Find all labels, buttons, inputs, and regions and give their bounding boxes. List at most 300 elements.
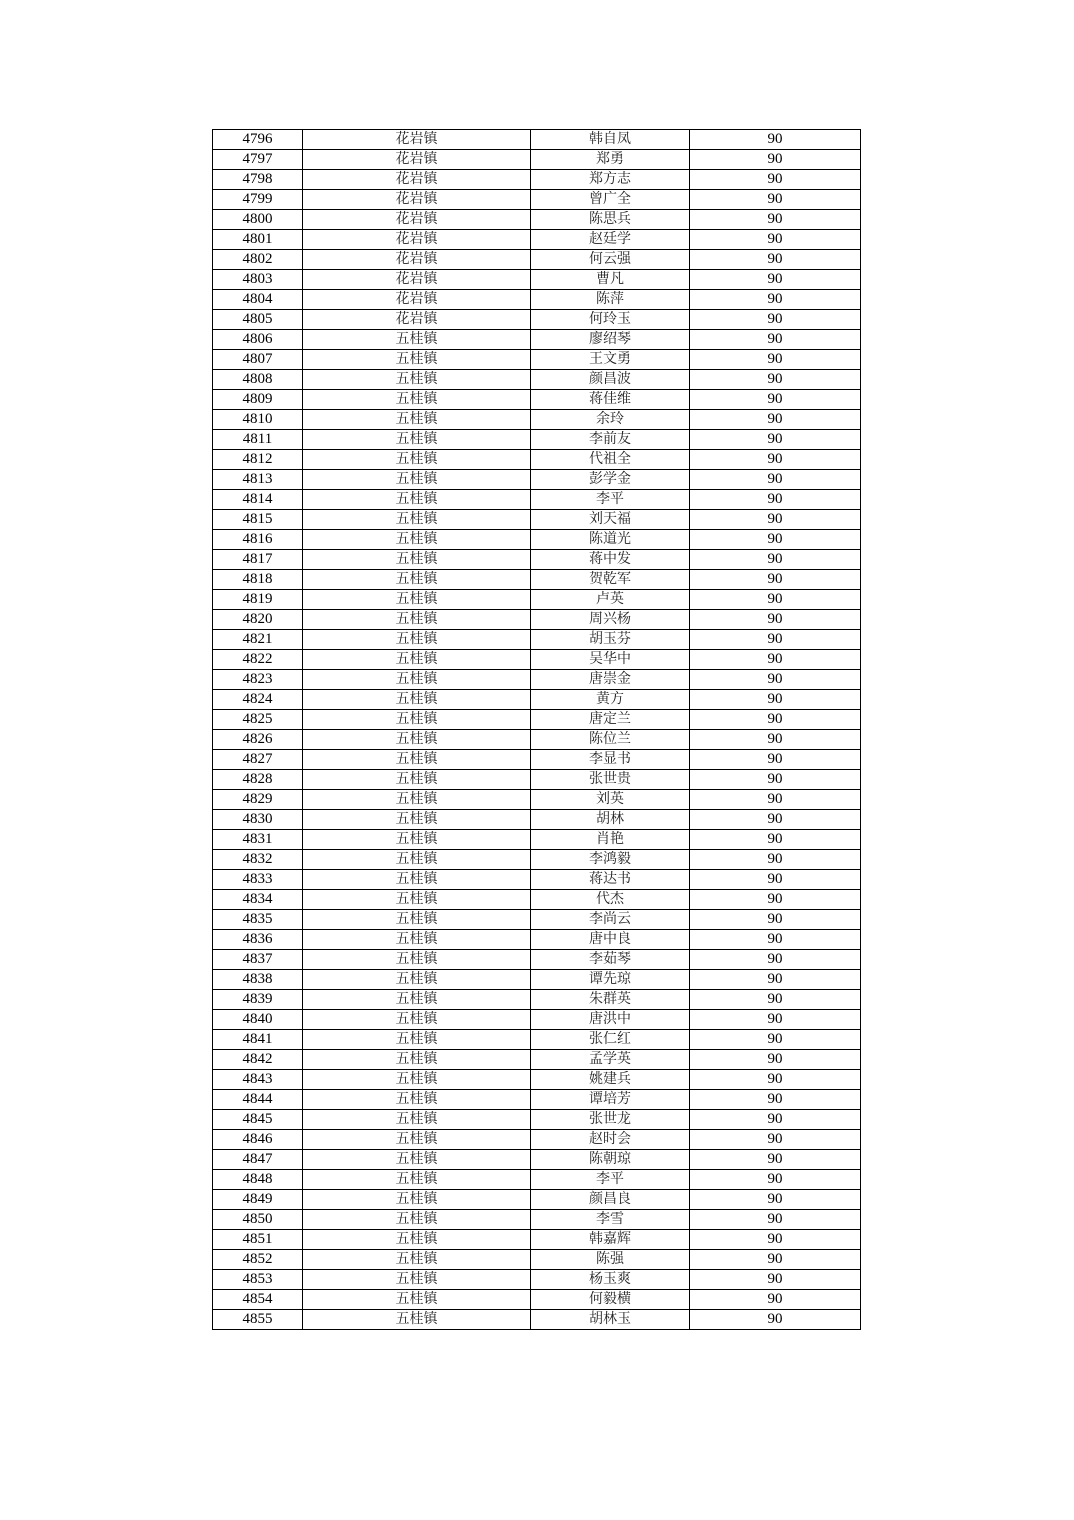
table-row — [213, 790, 861, 810]
table-row — [213, 830, 861, 850]
town-cell: 五桂镇 — [303, 870, 531, 890]
person-name-cell: 李茹琴 — [531, 950, 690, 970]
score-cell: 90 — [690, 950, 861, 970]
score-cell: 90 — [690, 150, 861, 170]
row-number-cell: 4796 — [213, 130, 303, 150]
person-name-cell: 曹凡 — [531, 270, 690, 290]
score-cell: 90 — [690, 250, 861, 270]
table-row — [213, 350, 861, 370]
table-row — [213, 1230, 861, 1250]
score-cell: 90 — [690, 490, 861, 510]
table-row — [213, 1210, 861, 1230]
table-row — [213, 690, 861, 710]
town-cell: 五桂镇 — [303, 330, 531, 350]
table-row — [213, 1310, 861, 1330]
town-cell: 五桂镇 — [303, 650, 531, 670]
person-name-cell: 谭先琼 — [531, 970, 690, 990]
person-name-cell: 贺乾军 — [531, 570, 690, 590]
table-row — [213, 870, 861, 890]
score-cell: 90 — [690, 750, 861, 770]
row-number-cell: 4850 — [213, 1210, 303, 1230]
person-name-cell: 代祖全 — [531, 450, 690, 470]
row-number-cell: 4840 — [213, 1010, 303, 1030]
table-row — [213, 1250, 861, 1270]
score-cell: 90 — [690, 1310, 861, 1330]
score-cell: 90 — [690, 1010, 861, 1030]
person-name-cell: 蒋达书 — [531, 870, 690, 890]
person-name-cell: 谭培芳 — [531, 1090, 690, 1110]
town-cell: 五桂镇 — [303, 470, 531, 490]
row-number-cell: 4847 — [213, 1150, 303, 1170]
score-cell: 90 — [690, 370, 861, 390]
town-cell: 五桂镇 — [303, 690, 531, 710]
score-cell: 90 — [690, 430, 861, 450]
town-cell: 五桂镇 — [303, 670, 531, 690]
person-name-cell: 余玲 — [531, 410, 690, 430]
row-number-cell: 4821 — [213, 630, 303, 650]
score-cell: 90 — [690, 990, 861, 1010]
town-cell: 五桂镇 — [303, 930, 531, 950]
roster-table-body — [213, 130, 861, 1330]
town-cell: 五桂镇 — [303, 830, 531, 850]
row-number-cell: 4853 — [213, 1270, 303, 1290]
table-row — [213, 310, 861, 330]
row-number-cell: 4831 — [213, 830, 303, 850]
row-number-cell: 4800 — [213, 210, 303, 230]
table-row — [213, 390, 861, 410]
person-name-cell: 郑方志 — [531, 170, 690, 190]
town-cell: 五桂镇 — [303, 890, 531, 910]
person-name-cell: 彭学金 — [531, 470, 690, 490]
town-cell: 五桂镇 — [303, 1090, 531, 1110]
row-number-cell: 4805 — [213, 310, 303, 330]
score-cell: 90 — [690, 330, 861, 350]
table-row — [213, 230, 861, 250]
row-number-cell: 4811 — [213, 430, 303, 450]
row-number-cell: 4817 — [213, 550, 303, 570]
town-cell: 五桂镇 — [303, 1130, 531, 1150]
row-number-cell: 4834 — [213, 890, 303, 910]
row-number-cell: 4837 — [213, 950, 303, 970]
town-cell: 五桂镇 — [303, 590, 531, 610]
score-cell: 90 — [690, 170, 861, 190]
table-row — [213, 970, 861, 990]
score-cell: 90 — [690, 1110, 861, 1130]
table-row — [213, 1290, 861, 1310]
town-cell: 五桂镇 — [303, 1230, 531, 1250]
score-cell: 90 — [690, 790, 861, 810]
town-cell: 花岩镇 — [303, 130, 531, 150]
row-number-cell: 4841 — [213, 1030, 303, 1050]
score-cell: 90 — [690, 710, 861, 730]
table-row — [213, 730, 861, 750]
row-number-cell: 4845 — [213, 1110, 303, 1130]
score-cell: 90 — [690, 1150, 861, 1170]
town-cell: 五桂镇 — [303, 790, 531, 810]
table-row — [213, 750, 861, 770]
row-number-cell: 4852 — [213, 1250, 303, 1270]
row-number-cell: 4851 — [213, 1230, 303, 1250]
person-name-cell: 姚建兵 — [531, 1070, 690, 1090]
town-cell: 五桂镇 — [303, 430, 531, 450]
table-row — [213, 250, 861, 270]
town-cell: 五桂镇 — [303, 950, 531, 970]
score-cell: 90 — [690, 190, 861, 210]
town-cell: 五桂镇 — [303, 1050, 531, 1070]
score-cell: 90 — [690, 130, 861, 150]
town-cell: 五桂镇 — [303, 370, 531, 390]
score-cell: 90 — [690, 610, 861, 630]
row-number-cell: 4810 — [213, 410, 303, 430]
score-cell: 90 — [690, 450, 861, 470]
score-cell: 90 — [690, 550, 861, 570]
town-cell: 五桂镇 — [303, 490, 531, 510]
table-row — [213, 190, 861, 210]
score-cell: 90 — [690, 890, 861, 910]
town-cell: 五桂镇 — [303, 1110, 531, 1130]
table-row — [213, 490, 861, 510]
table-row — [213, 650, 861, 670]
table-row — [213, 330, 861, 350]
town-cell: 花岩镇 — [303, 310, 531, 330]
town-cell: 五桂镇 — [303, 990, 531, 1010]
row-number-cell: 4848 — [213, 1170, 303, 1190]
person-name-cell: 唐洪中 — [531, 1010, 690, 1030]
row-number-cell: 4806 — [213, 330, 303, 350]
row-number-cell: 4825 — [213, 710, 303, 730]
table-row — [213, 1270, 861, 1290]
person-name-cell: 肖艳 — [531, 830, 690, 850]
table-row — [213, 1050, 861, 1070]
row-number-cell: 4833 — [213, 870, 303, 890]
table-row — [213, 130, 861, 150]
person-name-cell: 朱群英 — [531, 990, 690, 1010]
row-number-cell: 4797 — [213, 150, 303, 170]
row-number-cell: 4839 — [213, 990, 303, 1010]
town-cell: 五桂镇 — [303, 850, 531, 870]
row-number-cell: 4835 — [213, 910, 303, 930]
score-cell: 90 — [690, 690, 861, 710]
table-row — [213, 210, 861, 230]
person-name-cell: 李显书 — [531, 750, 690, 770]
row-number-cell: 4849 — [213, 1190, 303, 1210]
person-name-cell: 赵廷学 — [531, 230, 690, 250]
score-cell: 90 — [690, 630, 861, 650]
person-name-cell: 陈位兰 — [531, 730, 690, 750]
table-row — [213, 630, 861, 650]
town-cell: 五桂镇 — [303, 710, 531, 730]
table-row — [213, 850, 861, 870]
row-number-cell: 4832 — [213, 850, 303, 870]
row-number-cell: 4826 — [213, 730, 303, 750]
town-cell: 花岩镇 — [303, 230, 531, 250]
person-name-cell: 孟学英 — [531, 1050, 690, 1070]
person-name-cell: 卢英 — [531, 590, 690, 610]
town-cell: 五桂镇 — [303, 1210, 531, 1230]
table-row — [213, 610, 861, 630]
table-row — [213, 370, 861, 390]
town-cell: 五桂镇 — [303, 1250, 531, 1270]
person-name-cell: 刘英 — [531, 790, 690, 810]
town-cell: 五桂镇 — [303, 1170, 531, 1190]
row-number-cell: 4830 — [213, 810, 303, 830]
town-cell: 花岩镇 — [303, 290, 531, 310]
person-name-cell: 胡玉芬 — [531, 630, 690, 650]
table-row — [213, 590, 861, 610]
town-cell: 五桂镇 — [303, 1070, 531, 1090]
table-row — [213, 270, 861, 290]
table-row — [213, 930, 861, 950]
table-row — [213, 470, 861, 490]
row-number-cell: 4804 — [213, 290, 303, 310]
table-row — [213, 810, 861, 830]
table-row — [213, 410, 861, 430]
person-name-cell: 郑勇 — [531, 150, 690, 170]
score-cell: 90 — [690, 1230, 861, 1250]
roster-table — [212, 129, 861, 1330]
score-cell: 90 — [690, 1130, 861, 1150]
table-row — [213, 290, 861, 310]
row-number-cell: 4812 — [213, 450, 303, 470]
person-name-cell: 唐崇金 — [531, 670, 690, 690]
table-row — [213, 670, 861, 690]
person-name-cell: 黄方 — [531, 690, 690, 710]
town-cell: 五桂镇 — [303, 1150, 531, 1170]
town-cell: 五桂镇 — [303, 1270, 531, 1290]
score-cell: 90 — [690, 1090, 861, 1110]
town-cell: 五桂镇 — [303, 1190, 531, 1210]
town-cell: 花岩镇 — [303, 210, 531, 230]
score-cell: 90 — [690, 510, 861, 530]
row-number-cell: 4814 — [213, 490, 303, 510]
score-cell: 90 — [690, 1170, 861, 1190]
table-row — [213, 550, 861, 570]
town-cell: 五桂镇 — [303, 390, 531, 410]
score-cell: 90 — [690, 290, 861, 310]
person-name-cell: 韩自凤 — [531, 130, 690, 150]
row-number-cell: 4843 — [213, 1070, 303, 1090]
person-name-cell: 廖绍琴 — [531, 330, 690, 350]
table-row — [213, 890, 861, 910]
person-name-cell: 周兴杨 — [531, 610, 690, 630]
row-number-cell: 4854 — [213, 1290, 303, 1310]
person-name-cell: 李平 — [531, 1170, 690, 1190]
town-cell: 五桂镇 — [303, 1290, 531, 1310]
town-cell: 五桂镇 — [303, 610, 531, 630]
town-cell: 五桂镇 — [303, 410, 531, 430]
row-number-cell: 4822 — [213, 650, 303, 670]
person-name-cell: 胡林 — [531, 810, 690, 830]
score-cell: 90 — [690, 730, 861, 750]
score-cell: 90 — [690, 530, 861, 550]
person-name-cell: 陈强 — [531, 1250, 690, 1270]
table-row — [213, 950, 861, 970]
score-cell: 90 — [690, 310, 861, 330]
score-cell: 90 — [690, 810, 861, 830]
row-number-cell: 4846 — [213, 1130, 303, 1150]
person-name-cell: 刘天福 — [531, 510, 690, 530]
town-cell: 花岩镇 — [303, 190, 531, 210]
score-cell: 90 — [690, 1290, 861, 1310]
town-cell: 花岩镇 — [303, 170, 531, 190]
row-number-cell: 4813 — [213, 470, 303, 490]
town-cell: 花岩镇 — [303, 150, 531, 170]
town-cell: 五桂镇 — [303, 510, 531, 530]
score-cell: 90 — [690, 650, 861, 670]
table-row — [213, 570, 861, 590]
person-name-cell: 李鸿毅 — [531, 850, 690, 870]
person-name-cell: 吴华中 — [531, 650, 690, 670]
table-row — [213, 530, 861, 550]
table-row — [213, 990, 861, 1010]
town-cell: 五桂镇 — [303, 1010, 531, 1030]
row-number-cell: 4808 — [213, 370, 303, 390]
table-row — [213, 1030, 861, 1050]
person-name-cell: 陈思兵 — [531, 210, 690, 230]
town-cell: 五桂镇 — [303, 730, 531, 750]
row-number-cell: 4802 — [213, 250, 303, 270]
town-cell: 五桂镇 — [303, 750, 531, 770]
town-cell: 五桂镇 — [303, 1310, 531, 1330]
score-cell: 90 — [690, 1030, 861, 1050]
score-cell: 90 — [690, 910, 861, 930]
table-row — [213, 770, 861, 790]
score-cell: 90 — [690, 1050, 861, 1070]
town-cell: 五桂镇 — [303, 630, 531, 650]
table-row — [213, 430, 861, 450]
row-number-cell: 4842 — [213, 1050, 303, 1070]
table-row — [213, 1090, 861, 1110]
person-name-cell: 何毅横 — [531, 1290, 690, 1310]
score-cell: 90 — [690, 1190, 861, 1210]
score-cell: 90 — [690, 570, 861, 590]
score-cell: 90 — [690, 350, 861, 370]
table-row — [213, 510, 861, 530]
row-number-cell: 4815 — [213, 510, 303, 530]
row-number-cell: 4820 — [213, 610, 303, 630]
town-cell: 五桂镇 — [303, 1030, 531, 1050]
table-row — [213, 1110, 861, 1130]
row-number-cell: 4801 — [213, 230, 303, 250]
person-name-cell: 唐定兰 — [531, 710, 690, 730]
person-name-cell: 何玲玉 — [531, 310, 690, 330]
score-cell: 90 — [690, 210, 861, 230]
person-name-cell: 杨玉爽 — [531, 1270, 690, 1290]
person-name-cell: 代杰 — [531, 890, 690, 910]
person-name-cell: 蒋佳维 — [531, 390, 690, 410]
town-cell: 五桂镇 — [303, 350, 531, 370]
person-name-cell: 李尚云 — [531, 910, 690, 930]
table-row — [213, 150, 861, 170]
score-cell: 90 — [690, 830, 861, 850]
person-name-cell: 何云强 — [531, 250, 690, 270]
row-number-cell: 4836 — [213, 930, 303, 950]
person-name-cell: 赵时会 — [531, 1130, 690, 1150]
person-name-cell: 张世龙 — [531, 1110, 690, 1130]
score-cell: 90 — [690, 590, 861, 610]
person-name-cell: 颜昌良 — [531, 1190, 690, 1210]
score-cell: 90 — [690, 770, 861, 790]
person-name-cell: 唐中良 — [531, 930, 690, 950]
score-cell: 90 — [690, 870, 861, 890]
town-cell: 五桂镇 — [303, 910, 531, 930]
town-cell: 五桂镇 — [303, 770, 531, 790]
score-cell: 90 — [690, 970, 861, 990]
person-name-cell: 陈萍 — [531, 290, 690, 310]
row-number-cell: 4803 — [213, 270, 303, 290]
row-number-cell: 4818 — [213, 570, 303, 590]
score-cell: 90 — [690, 1210, 861, 1230]
person-name-cell: 陈道光 — [531, 530, 690, 550]
town-cell: 五桂镇 — [303, 570, 531, 590]
row-number-cell: 4798 — [213, 170, 303, 190]
table-row — [213, 1130, 861, 1150]
score-cell: 90 — [690, 1270, 861, 1290]
score-cell: 90 — [690, 390, 861, 410]
person-name-cell: 蒋中发 — [531, 550, 690, 570]
table-row — [213, 1070, 861, 1090]
row-number-cell: 4823 — [213, 670, 303, 690]
score-cell: 90 — [690, 670, 861, 690]
table-row — [213, 450, 861, 470]
table-row — [213, 1150, 861, 1170]
table-row — [213, 910, 861, 930]
town-cell: 五桂镇 — [303, 970, 531, 990]
table-row — [213, 710, 861, 730]
person-name-cell: 张世贵 — [531, 770, 690, 790]
row-number-cell: 4855 — [213, 1310, 303, 1330]
town-cell: 花岩镇 — [303, 250, 531, 270]
row-number-cell: 4799 — [213, 190, 303, 210]
row-number-cell: 4827 — [213, 750, 303, 770]
person-name-cell: 李雪 — [531, 1210, 690, 1230]
person-name-cell: 李前友 — [531, 430, 690, 450]
row-number-cell: 4819 — [213, 590, 303, 610]
town-cell: 五桂镇 — [303, 530, 531, 550]
table-row — [213, 1170, 861, 1190]
score-cell: 90 — [690, 1250, 861, 1270]
score-cell: 90 — [690, 1070, 861, 1090]
row-number-cell: 4829 — [213, 790, 303, 810]
table-row — [213, 170, 861, 190]
score-cell: 90 — [690, 930, 861, 950]
town-cell: 花岩镇 — [303, 270, 531, 290]
score-cell: 90 — [690, 470, 861, 490]
score-cell: 90 — [690, 410, 861, 430]
row-number-cell: 4838 — [213, 970, 303, 990]
score-cell: 90 — [690, 850, 861, 870]
row-number-cell: 4824 — [213, 690, 303, 710]
person-name-cell: 李平 — [531, 490, 690, 510]
town-cell: 五桂镇 — [303, 810, 531, 830]
person-name-cell: 韩嘉辉 — [531, 1230, 690, 1250]
town-cell: 五桂镇 — [303, 550, 531, 570]
row-number-cell: 4828 — [213, 770, 303, 790]
row-number-cell: 4816 — [213, 530, 303, 550]
score-cell: 90 — [690, 270, 861, 290]
person-name-cell: 张仁红 — [531, 1030, 690, 1050]
table-row — [213, 1010, 861, 1030]
person-name-cell: 王文勇 — [531, 350, 690, 370]
row-number-cell: 4809 — [213, 390, 303, 410]
row-number-cell: 4844 — [213, 1090, 303, 1110]
score-cell: 90 — [690, 230, 861, 250]
person-name-cell: 颜昌波 — [531, 370, 690, 390]
person-name-cell: 陈朝琼 — [531, 1150, 690, 1170]
town-cell: 五桂镇 — [303, 450, 531, 470]
person-name-cell: 胡林玉 — [531, 1310, 690, 1330]
row-number-cell: 4807 — [213, 350, 303, 370]
